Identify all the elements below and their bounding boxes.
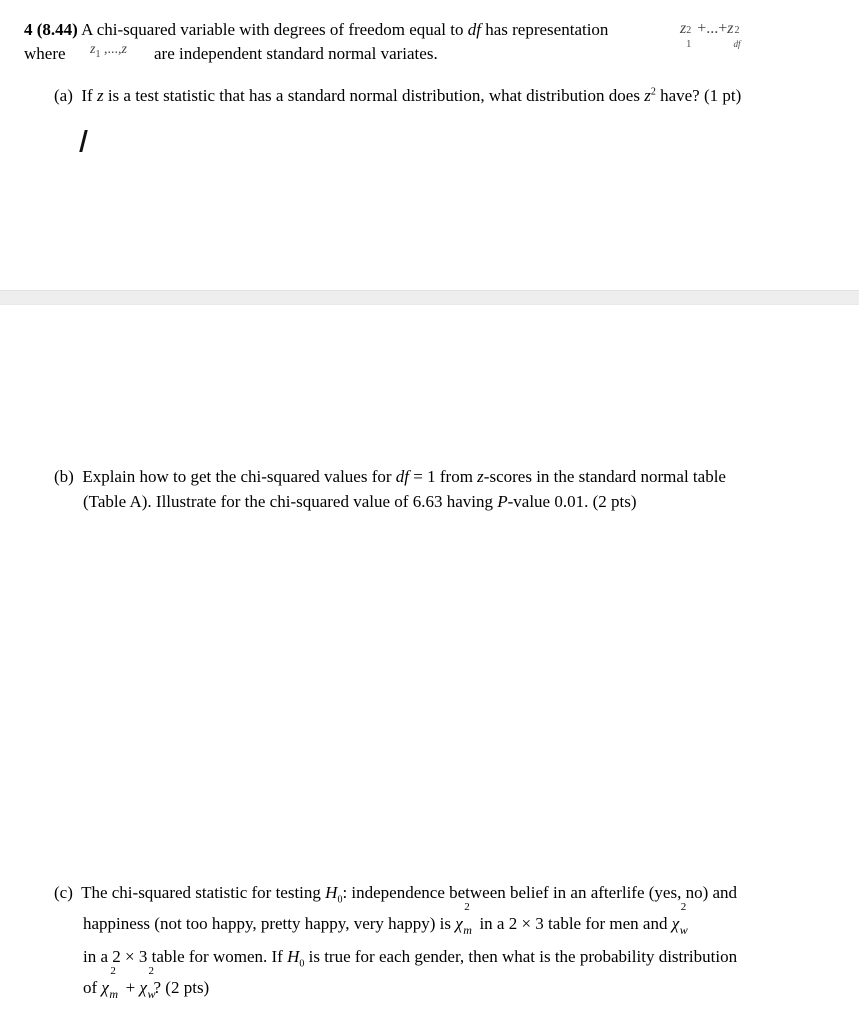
formula-z2: z [727, 20, 734, 37]
part-b-line-1: (b) Explain how to get the chi-squared values for df = 1 from z-scores in the standard normal table [54, 467, 726, 486]
problem-number: 4 [24, 20, 33, 39]
where-line [24, 44, 66, 64]
text-cursor-mark [79, 130, 87, 152]
chi-square-women-sum: χ 2 w [139, 965, 156, 1001]
chi-square-formula [680, 20, 746, 50]
intro-text-3: are independent standard normal variates. [154, 44, 438, 63]
part-c-line-1: (c) The chi-squared statistic for testing $H_0$: independence between belief in an afterlife (yes, no) and [54, 883, 738, 906]
problem-ref: (8.44) [36, 20, 78, 39]
part-b-label: (b) [54, 467, 74, 486]
formula-z1: z [680, 20, 687, 37]
formula-sub-1: 1 [686, 39, 692, 50]
part-c-line-2: happiness (not too happy, pretty happy, very happy) is χ 2 m in a 2 × 3 table for men and χ 2 w [83, 914, 692, 934]
z-list: $z_1$ ,...,z [90, 42, 127, 60]
formula-sub-df: df [733, 39, 741, 49]
formula-plus: +...+ [697, 20, 728, 37]
page-divider [0, 290, 859, 305]
part-b-line-2: (Table A). Illustrate for the chi-squared value of 6.63 having P-value 0.01. (2 pts) [83, 492, 637, 511]
intro-text-2: has representation [485, 20, 609, 39]
problem-heading [24, 20, 608, 40]
formula-sup-2: 2 [734, 25, 740, 36]
chi-square-men-sum: χ 2 m [101, 965, 119, 1001]
intro-text-1: A chi-squared variable with degrees of freedom equal to [81, 20, 464, 39]
part-c-label: (c) [54, 883, 73, 902]
formula-sup-1: 2 [686, 25, 692, 36]
chi-square-women: χ 2 w [671, 901, 688, 937]
part-c-line-3: in a 2 × 3 table for women. If $H_0$ is true for each gender, then what is the probability distribution [83, 947, 738, 970]
chi-square-men: χ 2 m [455, 901, 472, 937]
part-c-line-4: of χ 2 m + χ 2 w ? (2 pts) [83, 965, 210, 1001]
part-a-label: (a) [54, 86, 73, 105]
df-symbol: df [467, 20, 481, 39]
where-word: where [24, 44, 66, 63]
part-a-question: (a) If z is a test statistic that has a standard normal distribution, what distribution does $z^2$ have? (1 pt) [54, 86, 742, 105]
